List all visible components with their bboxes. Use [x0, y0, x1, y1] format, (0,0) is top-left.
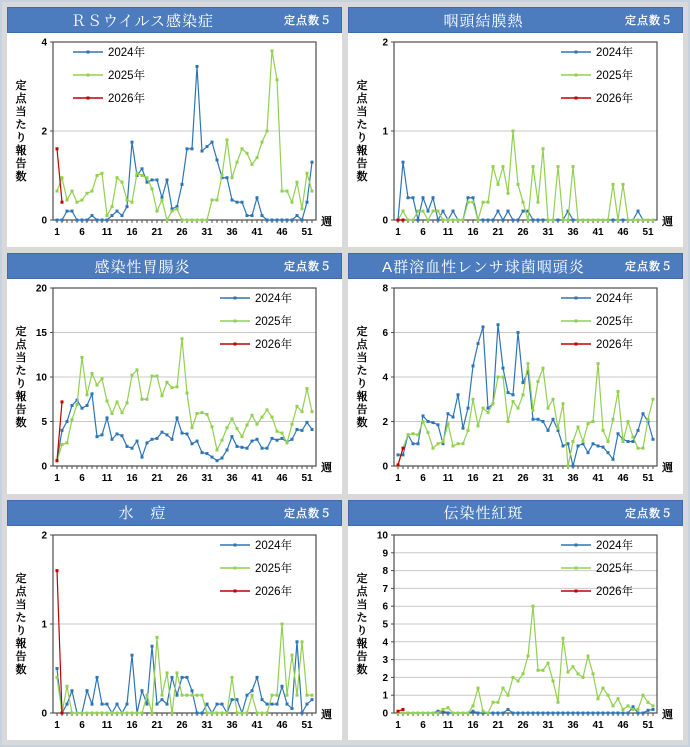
- svg-text:11: 11: [442, 227, 454, 238]
- svg-text:6: 6: [79, 227, 85, 238]
- chart-title: ＲＳウイルス感染症: [70, 12, 215, 30]
- svg-text:1: 1: [54, 227, 60, 238]
- svg-text:36: 36: [226, 227, 238, 238]
- svg-text:51: 51: [301, 227, 313, 238]
- sentinel-count-label: 定点数５: [284, 15, 332, 27]
- svg-text:7: 7: [382, 583, 388, 595]
- panel-infectious-gastroenteritis: [7, 253, 342, 493]
- svg-text:定点当たり報告数: 定点当たり報告数: [356, 572, 368, 676]
- chart-title: 水 痘: [118, 505, 167, 523]
- svg-text:週: 週: [321, 462, 332, 475]
- svg-text:16: 16: [126, 227, 138, 238]
- svg-text:20: 20: [35, 283, 47, 295]
- svg-text:週: 週: [321, 216, 332, 228]
- svg-text:2025年: 2025年: [596, 562, 634, 575]
- svg-text:10: 10: [35, 372, 47, 384]
- svg-text:36: 36: [567, 227, 579, 238]
- svg-text:定点当たり報告数: 定点当たり報告数: [15, 80, 27, 183]
- svg-text:31: 31: [542, 227, 554, 238]
- svg-text:2024年: 2024年: [255, 293, 293, 306]
- svg-text:2: 2: [41, 530, 47, 542]
- svg-text:1: 1: [395, 473, 401, 485]
- svg-text:21: 21: [492, 719, 504, 731]
- svg-text:51: 51: [642, 227, 654, 238]
- svg-text:36: 36: [226, 473, 238, 485]
- svg-text:6: 6: [79, 719, 85, 731]
- svg-text:定点当たり報告数: 定点当たり報告数: [356, 80, 368, 183]
- svg-text:2026年: 2026年: [255, 339, 293, 352]
- svg-text:2024年: 2024年: [255, 539, 293, 552]
- panel-group-a-strep: [348, 253, 683, 493]
- svg-text:1: 1: [41, 619, 47, 631]
- svg-text:2024年: 2024年: [108, 47, 146, 59]
- svg-text:2026年: 2026年: [108, 93, 146, 105]
- svg-text:51: 51: [301, 719, 313, 731]
- sentinel-count-label: 定点数５: [625, 507, 673, 520]
- svg-text:46: 46: [617, 227, 629, 238]
- svg-text:2: 2: [382, 37, 388, 49]
- svg-text:41: 41: [251, 719, 263, 731]
- svg-text:2026年: 2026年: [596, 339, 634, 352]
- svg-text:定点当たり報告数: 定点当たり報告数: [356, 326, 368, 430]
- svg-text:26: 26: [176, 473, 188, 485]
- svg-text:1: 1: [382, 126, 388, 138]
- svg-text:2024年: 2024年: [596, 293, 634, 306]
- chart-titlebar: [7, 500, 342, 526]
- svg-text:2: 2: [382, 417, 388, 429]
- svg-text:31: 31: [201, 473, 213, 485]
- chart-dashboard: [2, 2, 688, 745]
- sentinel-count-label: 定点数５: [284, 507, 332, 520]
- panel-rs-virus: [7, 7, 342, 247]
- svg-text:2: 2: [41, 126, 47, 138]
- svg-text:31: 31: [201, 227, 213, 238]
- svg-text:5: 5: [382, 619, 388, 631]
- svg-text:4: 4: [41, 37, 47, 49]
- svg-text:週: 週: [321, 708, 332, 721]
- svg-text:31: 31: [542, 473, 554, 485]
- sentinel-count-label: 定点数５: [625, 261, 673, 274]
- line-chart: [7, 33, 342, 247]
- chart-title: A群溶血性レンサ球菌咽頭炎: [382, 258, 585, 276]
- svg-text:21: 21: [151, 227, 163, 238]
- svg-text:8: 8: [382, 283, 388, 295]
- svg-text:2: 2: [382, 672, 388, 684]
- svg-text:週: 週: [662, 462, 673, 475]
- svg-text:5: 5: [41, 417, 47, 429]
- svg-text:0: 0: [382, 708, 388, 720]
- svg-text:1: 1: [382, 690, 388, 702]
- sentinel-count-label: 定点数５: [284, 261, 332, 274]
- svg-text:26: 26: [517, 719, 529, 731]
- svg-text:16: 16: [467, 227, 479, 238]
- svg-text:6: 6: [382, 328, 388, 340]
- svg-text:11: 11: [442, 719, 454, 731]
- chart-svg: [7, 526, 342, 740]
- svg-text:11: 11: [101, 719, 113, 731]
- svg-text:0: 0: [382, 461, 388, 473]
- svg-text:10: 10: [376, 530, 388, 542]
- svg-text:26: 26: [517, 473, 529, 485]
- svg-text:2026年: 2026年: [255, 585, 293, 598]
- chart-svg: [348, 526, 683, 740]
- panel-pharyngoconjunctival-fever: [348, 7, 683, 247]
- svg-text:46: 46: [617, 473, 629, 485]
- chart-svg: [348, 279, 683, 493]
- svg-text:16: 16: [126, 719, 138, 731]
- svg-text:31: 31: [542, 719, 554, 731]
- chart-title: 感染性胃腸炎: [94, 258, 191, 276]
- svg-text:21: 21: [492, 473, 504, 485]
- svg-text:16: 16: [467, 473, 479, 485]
- chart-titlebar: [348, 7, 683, 33]
- svg-text:46: 46: [276, 473, 288, 485]
- chart-svg: [7, 33, 342, 247]
- svg-text:51: 51: [301, 473, 313, 485]
- svg-text:41: 41: [251, 227, 263, 238]
- chart-titlebar: [348, 253, 683, 279]
- svg-text:0: 0: [41, 461, 47, 473]
- svg-text:2025年: 2025年: [108, 70, 146, 82]
- chart-titlebar: [7, 253, 342, 279]
- svg-text:1: 1: [395, 719, 401, 731]
- svg-text:41: 41: [592, 473, 604, 485]
- svg-text:2024年: 2024年: [596, 47, 634, 59]
- svg-text:36: 36: [567, 719, 579, 731]
- line-chart: [348, 279, 683, 493]
- svg-text:4: 4: [382, 372, 388, 384]
- svg-text:46: 46: [617, 719, 629, 731]
- chart-titlebar: [348, 500, 683, 526]
- panel-varicella: [7, 500, 342, 740]
- line-chart: [7, 526, 342, 740]
- svg-text:31: 31: [201, 719, 213, 731]
- svg-text:11: 11: [101, 473, 113, 485]
- svg-text:15: 15: [35, 328, 47, 340]
- svg-text:0: 0: [41, 708, 47, 720]
- svg-text:41: 41: [592, 227, 604, 238]
- chart-svg: [7, 279, 342, 493]
- svg-text:3: 3: [382, 654, 388, 666]
- svg-text:6: 6: [382, 601, 388, 613]
- chart-title: 咽頭結膜熱: [443, 12, 524, 30]
- svg-text:0: 0: [41, 215, 47, 227]
- line-chart: [348, 526, 683, 740]
- sentinel-count-label: 定点数５: [625, 15, 673, 27]
- svg-text:1: 1: [54, 719, 60, 731]
- svg-text:9: 9: [382, 547, 388, 559]
- svg-text:定点当たり報告数: 定点当たり報告数: [15, 572, 27, 676]
- svg-text:0: 0: [382, 215, 388, 227]
- svg-text:16: 16: [126, 473, 138, 485]
- svg-text:6: 6: [79, 473, 85, 485]
- svg-text:2025年: 2025年: [596, 70, 634, 82]
- svg-text:36: 36: [567, 473, 579, 485]
- svg-text:2024年: 2024年: [596, 539, 634, 552]
- svg-text:51: 51: [642, 719, 654, 731]
- svg-text:11: 11: [101, 227, 113, 238]
- svg-text:週: 週: [662, 216, 673, 228]
- svg-text:26: 26: [176, 227, 188, 238]
- svg-text:2025年: 2025年: [255, 562, 293, 575]
- svg-text:6: 6: [420, 227, 426, 238]
- chart-titlebar: [7, 7, 342, 33]
- svg-text:51: 51: [642, 473, 654, 485]
- svg-text:26: 26: [517, 227, 529, 238]
- svg-text:6: 6: [420, 719, 426, 731]
- svg-text:36: 36: [226, 719, 238, 731]
- svg-text:41: 41: [251, 473, 263, 485]
- svg-text:41: 41: [592, 719, 604, 731]
- chart-svg: [348, 33, 683, 247]
- svg-text:46: 46: [276, 227, 288, 238]
- svg-text:1: 1: [54, 473, 60, 485]
- line-chart: [7, 279, 342, 493]
- svg-text:16: 16: [467, 719, 479, 731]
- svg-text:週: 週: [662, 708, 673, 721]
- svg-text:2026年: 2026年: [596, 585, 634, 598]
- svg-text:4: 4: [382, 636, 388, 648]
- svg-text:11: 11: [442, 473, 454, 485]
- svg-text:26: 26: [176, 719, 188, 731]
- svg-text:2025年: 2025年: [255, 316, 293, 329]
- svg-text:2026年: 2026年: [596, 93, 634, 105]
- svg-text:1: 1: [395, 227, 401, 238]
- svg-text:8: 8: [382, 565, 388, 577]
- svg-text:6: 6: [420, 473, 426, 485]
- chart-title: 伝染性紅斑: [443, 505, 524, 523]
- panel-erythema-infectiosum: [348, 500, 683, 740]
- svg-text:21: 21: [492, 227, 504, 238]
- svg-text:定点当たり報告数: 定点当たり報告数: [15, 326, 27, 430]
- svg-text:21: 21: [151, 473, 163, 485]
- svg-text:46: 46: [276, 719, 288, 731]
- svg-text:2025年: 2025年: [596, 316, 634, 329]
- svg-text:21: 21: [151, 719, 163, 731]
- line-chart: [348, 33, 683, 247]
